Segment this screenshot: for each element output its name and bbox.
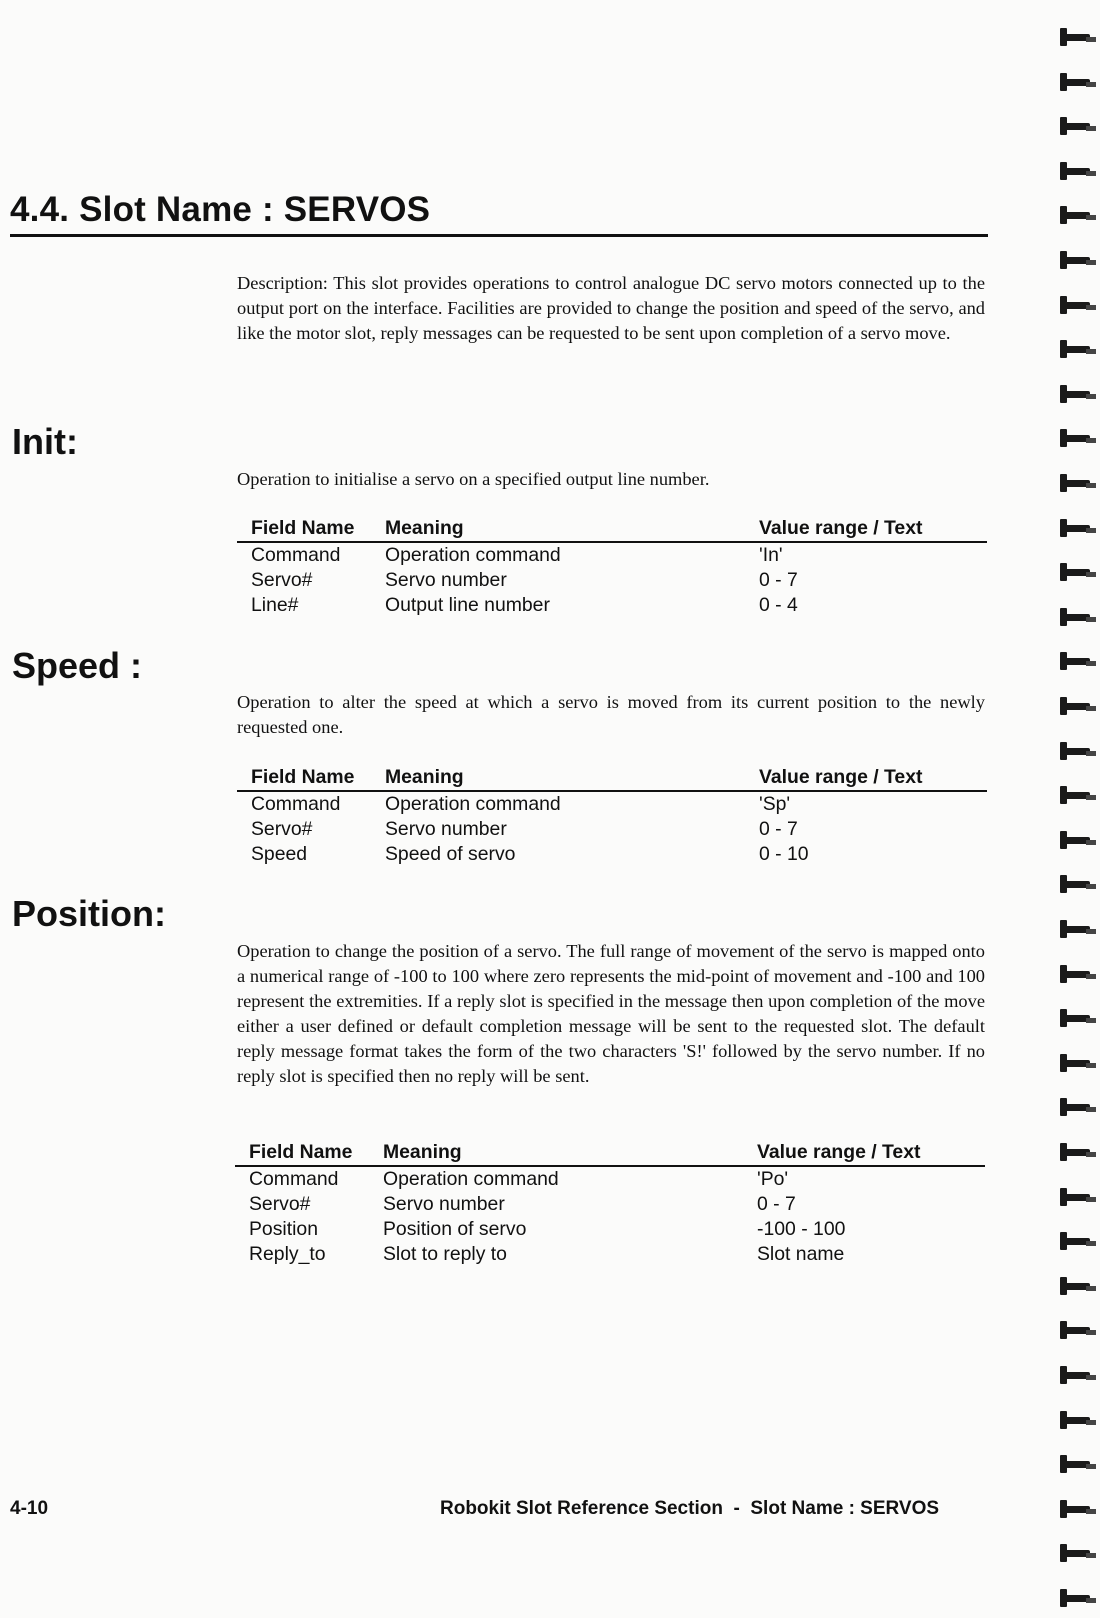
binding-ring-icon xyxy=(1060,831,1096,849)
meaning-cell: Operation command xyxy=(385,544,561,566)
binding-ring-icon xyxy=(1060,474,1096,492)
table-row xyxy=(235,1192,985,1217)
header-value-range: Value range / Text xyxy=(743,1140,985,1166)
header-meaning: Meaning xyxy=(371,516,745,542)
table-row xyxy=(237,817,987,842)
field-cell: Servo# xyxy=(251,569,313,591)
binding-ring-icon xyxy=(1060,28,1096,46)
speed-heading: Speed : xyxy=(12,645,143,686)
value-cell: 'Sp' xyxy=(759,793,791,815)
value-cell: 'In' xyxy=(759,544,783,566)
binding-ring-icon xyxy=(1060,697,1096,715)
binding-ring-icon xyxy=(1060,1009,1096,1027)
binding-ring-icon xyxy=(1060,429,1096,447)
binding-ring-icon xyxy=(1060,519,1096,537)
field-cell: Servo# xyxy=(251,818,313,840)
table-row xyxy=(237,593,987,618)
value-cell: -100 - 100 xyxy=(757,1218,846,1240)
meaning-cell: Operation command xyxy=(385,793,561,815)
field-cell: Reply_to xyxy=(249,1243,326,1265)
meaning-cell: Servo number xyxy=(385,818,507,840)
page-number: 4-10 xyxy=(10,1498,49,1519)
binding-ring-icon xyxy=(1060,563,1096,581)
meaning-cell: Position of servo xyxy=(383,1218,527,1240)
table-row xyxy=(237,542,987,568)
value-cell: 0 - 10 xyxy=(759,843,809,865)
binding-ring-icon xyxy=(1060,1366,1096,1384)
header-field-name: Field Name xyxy=(237,765,371,791)
title-rule xyxy=(10,234,988,237)
init-heading: Init: xyxy=(12,421,78,462)
binding-ring-icon xyxy=(1060,1188,1096,1206)
binding-ring-icon xyxy=(1060,1589,1096,1607)
header-value-range: Value range / Text xyxy=(745,516,987,542)
spiral-binding xyxy=(1054,0,1100,1618)
binding-ring-icon xyxy=(1060,1098,1096,1116)
init-table xyxy=(237,516,987,618)
meaning-cell: Servo number xyxy=(385,569,507,591)
field-cell: Command xyxy=(251,544,341,566)
table-row xyxy=(237,842,987,867)
binding-ring-icon xyxy=(1060,1232,1096,1250)
header-meaning: Meaning xyxy=(369,1140,743,1166)
section-title: 4.4. Slot Name : SERVOS xyxy=(10,190,431,229)
binding-ring-icon xyxy=(1060,1411,1096,1429)
value-cell: 0 - 7 xyxy=(759,569,798,591)
meaning-cell: Slot to reply to xyxy=(383,1243,507,1265)
field-cell: Speed xyxy=(251,843,308,865)
binding-ring-icon xyxy=(1060,296,1096,314)
binding-ring-icon xyxy=(1060,608,1096,626)
table-row xyxy=(237,791,987,817)
table-row xyxy=(235,1166,985,1192)
meaning-cell: Speed of servo xyxy=(385,843,516,865)
binding-ring-icon xyxy=(1060,251,1096,269)
binding-ring-icon xyxy=(1060,1544,1096,1562)
binding-ring-icon xyxy=(1060,1054,1096,1072)
binding-ring-icon xyxy=(1060,340,1096,358)
table-row xyxy=(235,1217,985,1242)
meaning-cell: Output line number xyxy=(385,594,550,616)
binding-ring-icon xyxy=(1060,1321,1096,1339)
binding-ring-icon xyxy=(1060,652,1096,670)
meaning-cell: Operation command xyxy=(383,1168,559,1190)
binding-ring-icon xyxy=(1060,117,1096,135)
table-row xyxy=(237,568,987,593)
binding-ring-icon xyxy=(1060,1500,1096,1518)
binding-ring-icon xyxy=(1060,1455,1096,1473)
value-cell: Slot name xyxy=(757,1243,845,1265)
value-cell: 0 - 4 xyxy=(759,594,798,616)
header-value-range: Value range / Text xyxy=(745,765,987,791)
position-heading: Position: xyxy=(12,893,166,934)
table-header-row xyxy=(237,516,987,542)
binding-ring-icon xyxy=(1060,206,1096,224)
binding-ring-icon xyxy=(1060,162,1096,180)
field-cell: Servo# xyxy=(249,1193,311,1215)
field-cell: Line# xyxy=(251,594,299,616)
field-cell: Command xyxy=(249,1168,339,1190)
header-field-name: Field Name xyxy=(235,1140,369,1166)
binding-ring-icon xyxy=(1060,73,1096,91)
speed-table xyxy=(237,765,987,867)
header-field-name: Field Name xyxy=(237,516,371,542)
binding-ring-icon xyxy=(1060,920,1096,938)
table-header-row xyxy=(237,765,987,791)
position-table xyxy=(235,1140,985,1267)
running-footer-title: Robokit Slot Reference Section - Slot Name : SERVOS xyxy=(440,1498,940,1519)
field-cell: Command xyxy=(251,793,341,815)
value-cell: 0 - 7 xyxy=(757,1193,796,1215)
binding-ring-icon xyxy=(1060,786,1096,804)
init-description: Operation to initialise a servo on a specified output line number. xyxy=(237,469,710,489)
binding-ring-icon xyxy=(1060,965,1096,983)
value-cell: 'Po' xyxy=(757,1168,789,1190)
value-cell: 0 - 7 xyxy=(759,818,798,840)
binding-ring-icon xyxy=(1060,385,1096,403)
binding-ring-icon xyxy=(1060,742,1096,760)
description-paragraph: Description: This slot provides operations to control analogue DC servo motors connected up to the output port on the interface. Facilities are provided to change the position and speed of the servo, and like the motor slot, reply messages can be requested to be sent upon completion of a servo move. xyxy=(237,273,985,343)
speed-description: Operation to alter the speed at which a servo is moved from its current position to the newly requested one. xyxy=(237,692,985,737)
binding-ring-icon xyxy=(1060,875,1096,893)
binding-ring-icon xyxy=(1060,1143,1096,1161)
position-description: Operation to change the position of a servo. The full range of movement of the servo is mapped onto a numerical range of -100 to 100 where zero represents the mid-point of movement and -100 and 100 represent the extremities. If a reply slot is specified in the message then upon completion of the move either a user defined or default completion message will be sent to the requested slot. The default reply message format takes the form of the two characters 'S!' followed by the servo number. If no reply slot is specified then no reply will be sent. xyxy=(237,941,985,1086)
field-cell: Position xyxy=(249,1218,318,1240)
meaning-cell: Servo number xyxy=(383,1193,505,1215)
table-row xyxy=(235,1242,985,1267)
table-header-row xyxy=(235,1140,985,1166)
binding-ring-icon xyxy=(1060,1277,1096,1295)
header-meaning: Meaning xyxy=(371,765,745,791)
